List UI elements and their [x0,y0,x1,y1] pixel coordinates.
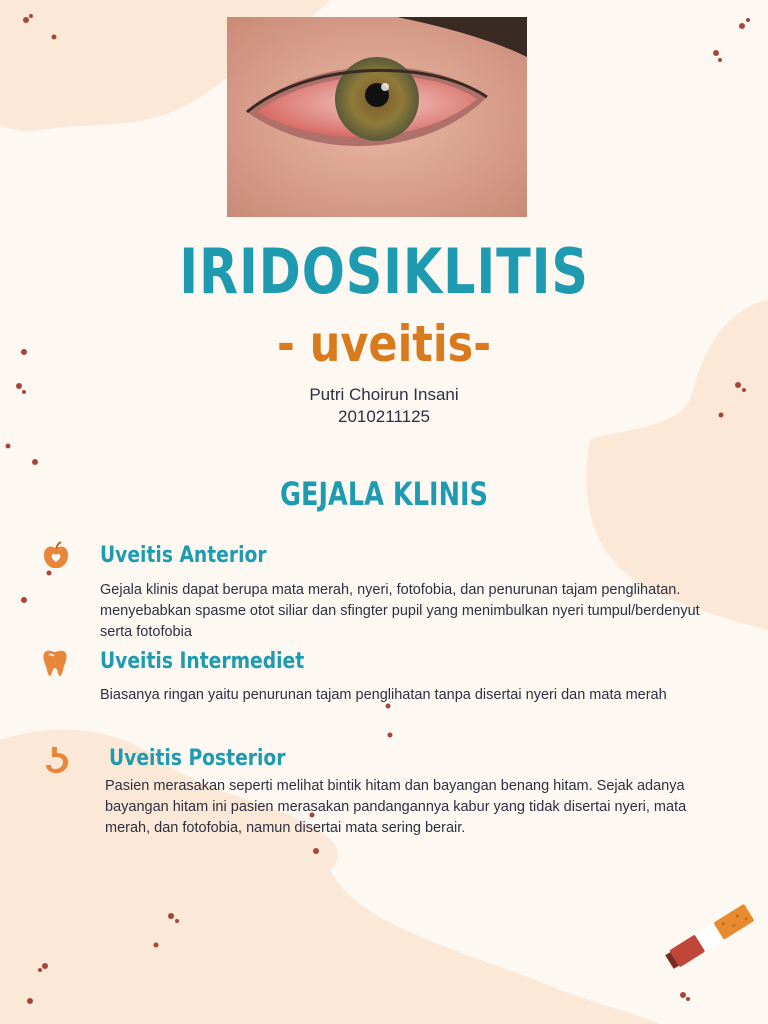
stomach-icon [43,745,73,775]
item-title-intermediet: Uveitis Intermediet [100,649,305,674]
item-text-intermediet: Biasanya ringan yaitu penurunan tajam penglihatan tanpa disertai nyeri dan mata merah [100,687,667,703]
item-text-anterior: Gejala klinis dapat berupa mata merah, nyeri, fotofobia, dan penurunan tajam penglihatan. menyebabkan spasme otot siliar dan sfingter pupil yang menimbulkan nyeri tumpul/berdenyut serta fotofobia [100,582,700,640]
item-title-posterior: Uveitis Posterior [109,746,286,771]
author-id: 2010211125 [337,407,431,426]
subtitle: - uveitis- [276,315,492,373]
eye-photo [227,17,527,217]
author-name: Putri Choirun Insani [309,385,459,404]
main-title: IRIDOSIKLITIS [179,235,589,308]
apple-heart-icon [41,541,71,571]
section-title: GEJALA KLINIS [280,475,488,513]
cigarette-icon [664,904,754,971]
item-text-posterior: Pasien merasakan seperti melihat bintik hitam dan bayangan benang hitam. Sejak adanya bayangan hitam ini pasien merasakan pandangannya kabur yang tidak disertai nyeri, mata merah, dan fotofobia, namun disertai mata sering berair. [105,778,687,836]
item-title-anterior: Uveitis Anterior [100,543,267,568]
author-block [0,384,768,428]
tooth-icon [40,648,70,678]
